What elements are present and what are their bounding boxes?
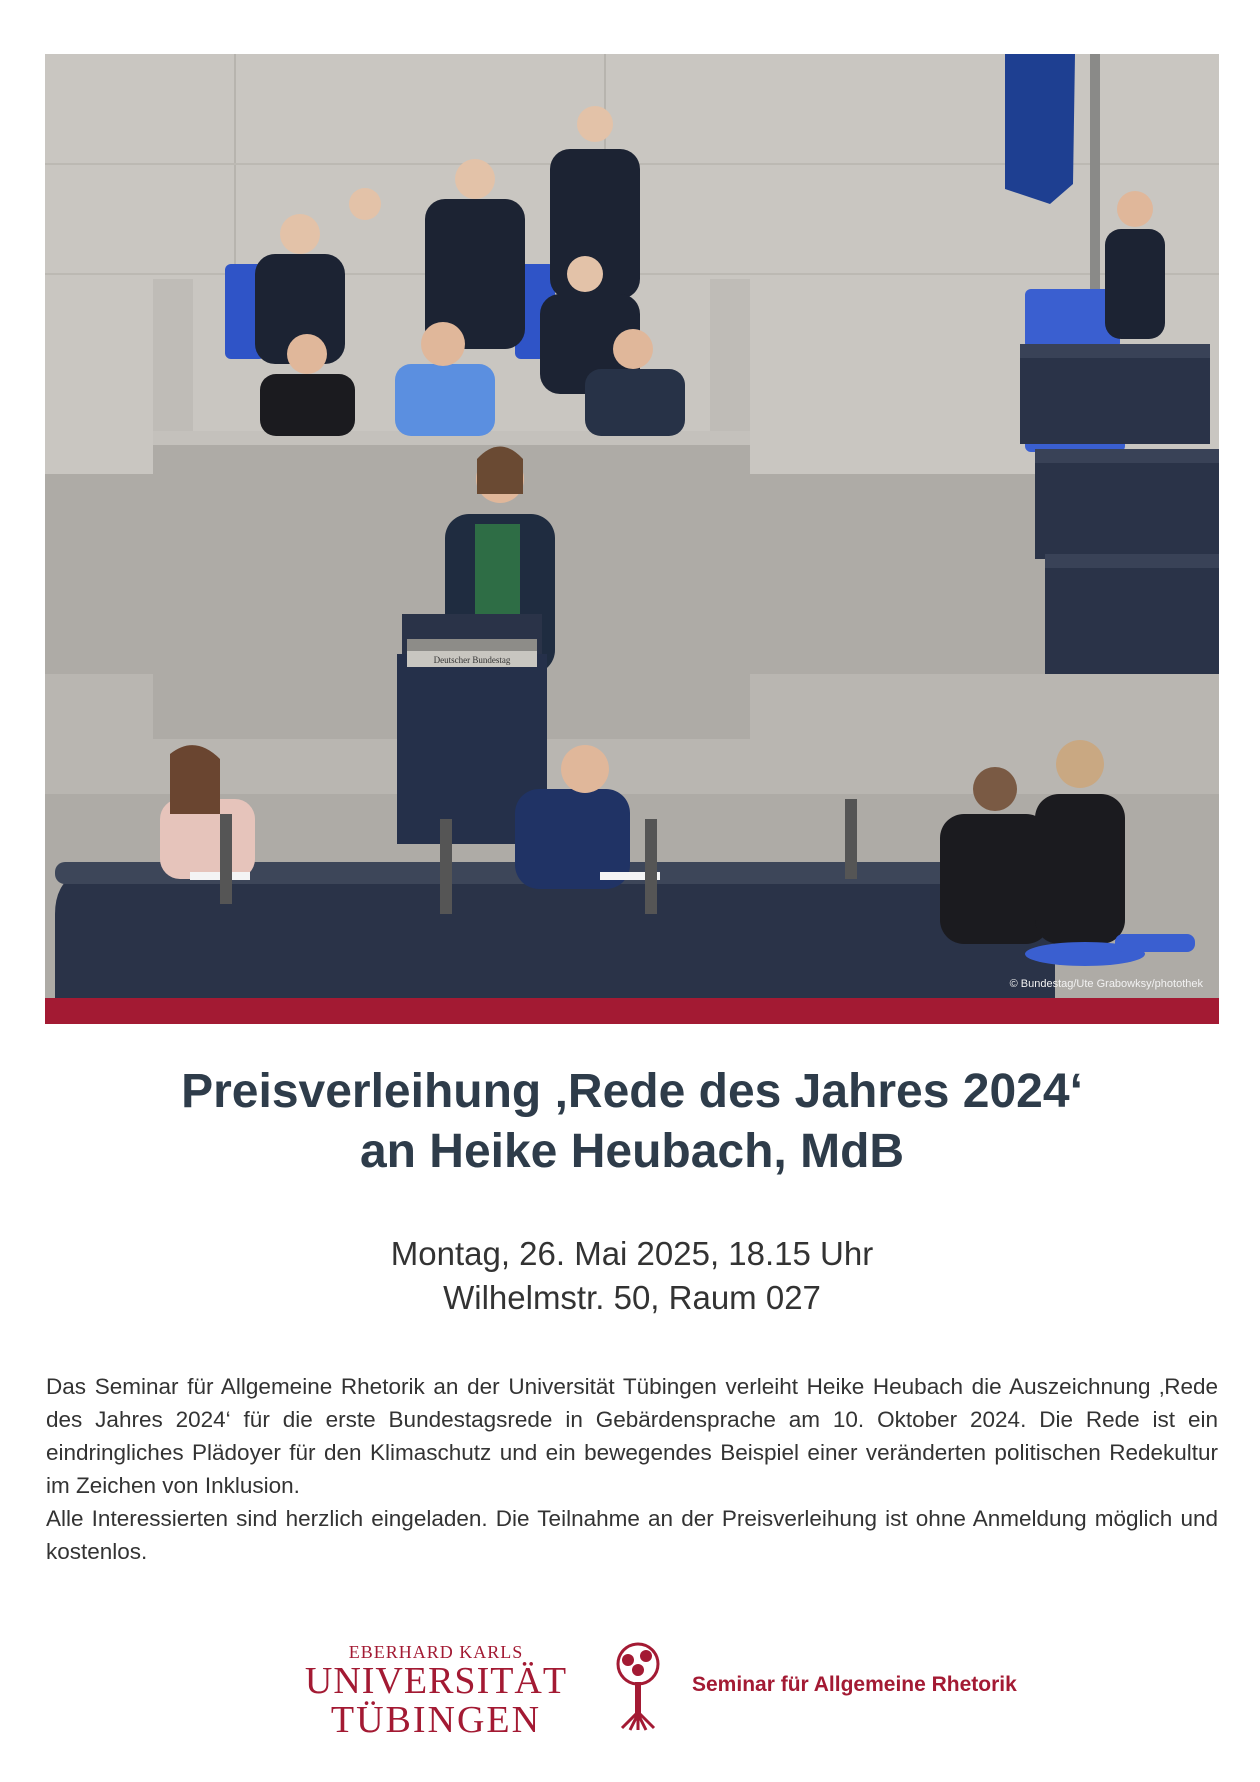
university-logo	[298, 1642, 574, 1740]
lectern-sign: Deutscher Bundestag	[433, 655, 511, 665]
page-title	[45, 1062, 1219, 1182]
footer	[0, 1630, 1260, 1750]
seminar-name: Seminar für Allgemeine Rhetorik	[692, 1673, 1017, 1696]
uni-logo-line-3: TÜBINGEN	[330, 1699, 542, 1741]
uni-logo-line-1: EBERHARD KARLS	[348, 1642, 524, 1662]
title-line-1: Preisverleihung ‚Rede des Jahres 2024‘	[181, 1065, 1083, 1118]
uni-logo-line-2: UNIVERSITÄT	[304, 1660, 568, 1702]
event-date: Montag, 26. Mai 2025, 18.15 Uhr	[390, 1235, 874, 1272]
tree-logo-icon	[608, 1642, 668, 1732]
title-line-2: an Heike Heubach, MdB	[359, 1125, 905, 1178]
description-paragraph-2: Alle Interessierten sind herzlich eingeladen. Die Teilnahme an der Preisverleihung ist ohne Anmeldung möglich und kostenlos.	[46, 1506, 1218, 1564]
event-details	[45, 1232, 1219, 1320]
description	[46, 1370, 1218, 1568]
description-paragraph-1: Das Seminar für Allgemeine Rhetorik an der Universität Tübingen verleiht Heike Heubach die Auszeichnung ‚Rede des Jahres 2024‘ für die erste Bundestagsrede in Gebärdensprache am 10. Oktober 2024. Die Rede ist ein eindringliches Plädoyer für den Klimaschutz und ein bewegendes Beispiel einer veränderten politischen Redekultur im Zeichen von Inklusion.	[46, 1374, 1218, 1498]
photo-credit: © Bundestag/Ute Grabowksy/photothek	[1009, 978, 1203, 990]
event-location: Wilhelmstr. 50, Raum 027	[443, 1279, 821, 1316]
accent-bar	[45, 998, 1219, 1024]
plenary-photo-illustration	[45, 54, 1219, 998]
hero-photo	[45, 54, 1219, 998]
